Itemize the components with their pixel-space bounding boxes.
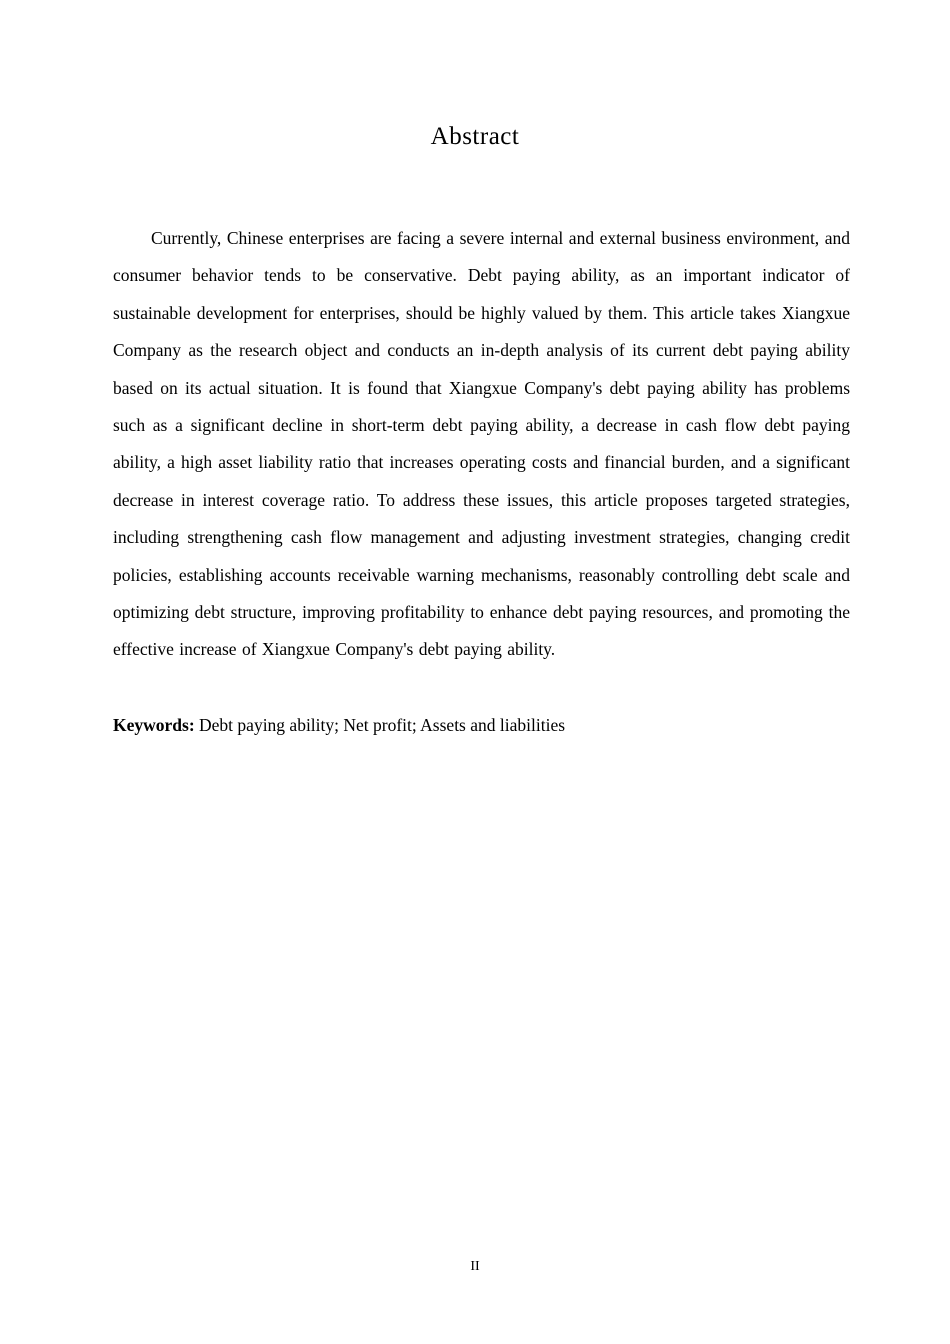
- page-number: II: [470, 1259, 480, 1274]
- keywords-label: Keywords:: [113, 714, 195, 735]
- page-title: Abstract: [430, 123, 520, 150]
- keywords-line: [113, 707, 850, 744]
- abstract-content: [113, 220, 850, 744]
- keywords-text: Debt paying ability; Net profit; Assets and liabilities: [194, 714, 566, 735]
- abstract-paragraph: Currently, Chinese enterprises are facing a severe internal and external business environment, and consumer behavior tends to be conservative. Debt paying ability, as an important indicator of sustainable development for enterprises, should be highly valued by them. This article takes Xiangxue Company as the research object and conducts an in-depth analysis of its current debt paying ability based on its actual situation. It is found that Xiangxue Company's debt paying ability has problems such as a significant decline in short-term debt paying ability, a decrease in cash flow debt paying ability, a high asset liability ratio that increases operating costs and financial burden, and a significant decrease in interest coverage ratio. To address these issues, this article proposes targeted strategies, including strengthening cash flow management and adjusting investment strategies, changing credit policies, establishing accounts receivable warning mechanisms, reasonably controlling debt scale and optimizing debt structure, improving profitability to enhance debt paying resources, and promoting the effective increase of Xiangxue Company's debt paying ability.: [113, 228, 850, 660]
